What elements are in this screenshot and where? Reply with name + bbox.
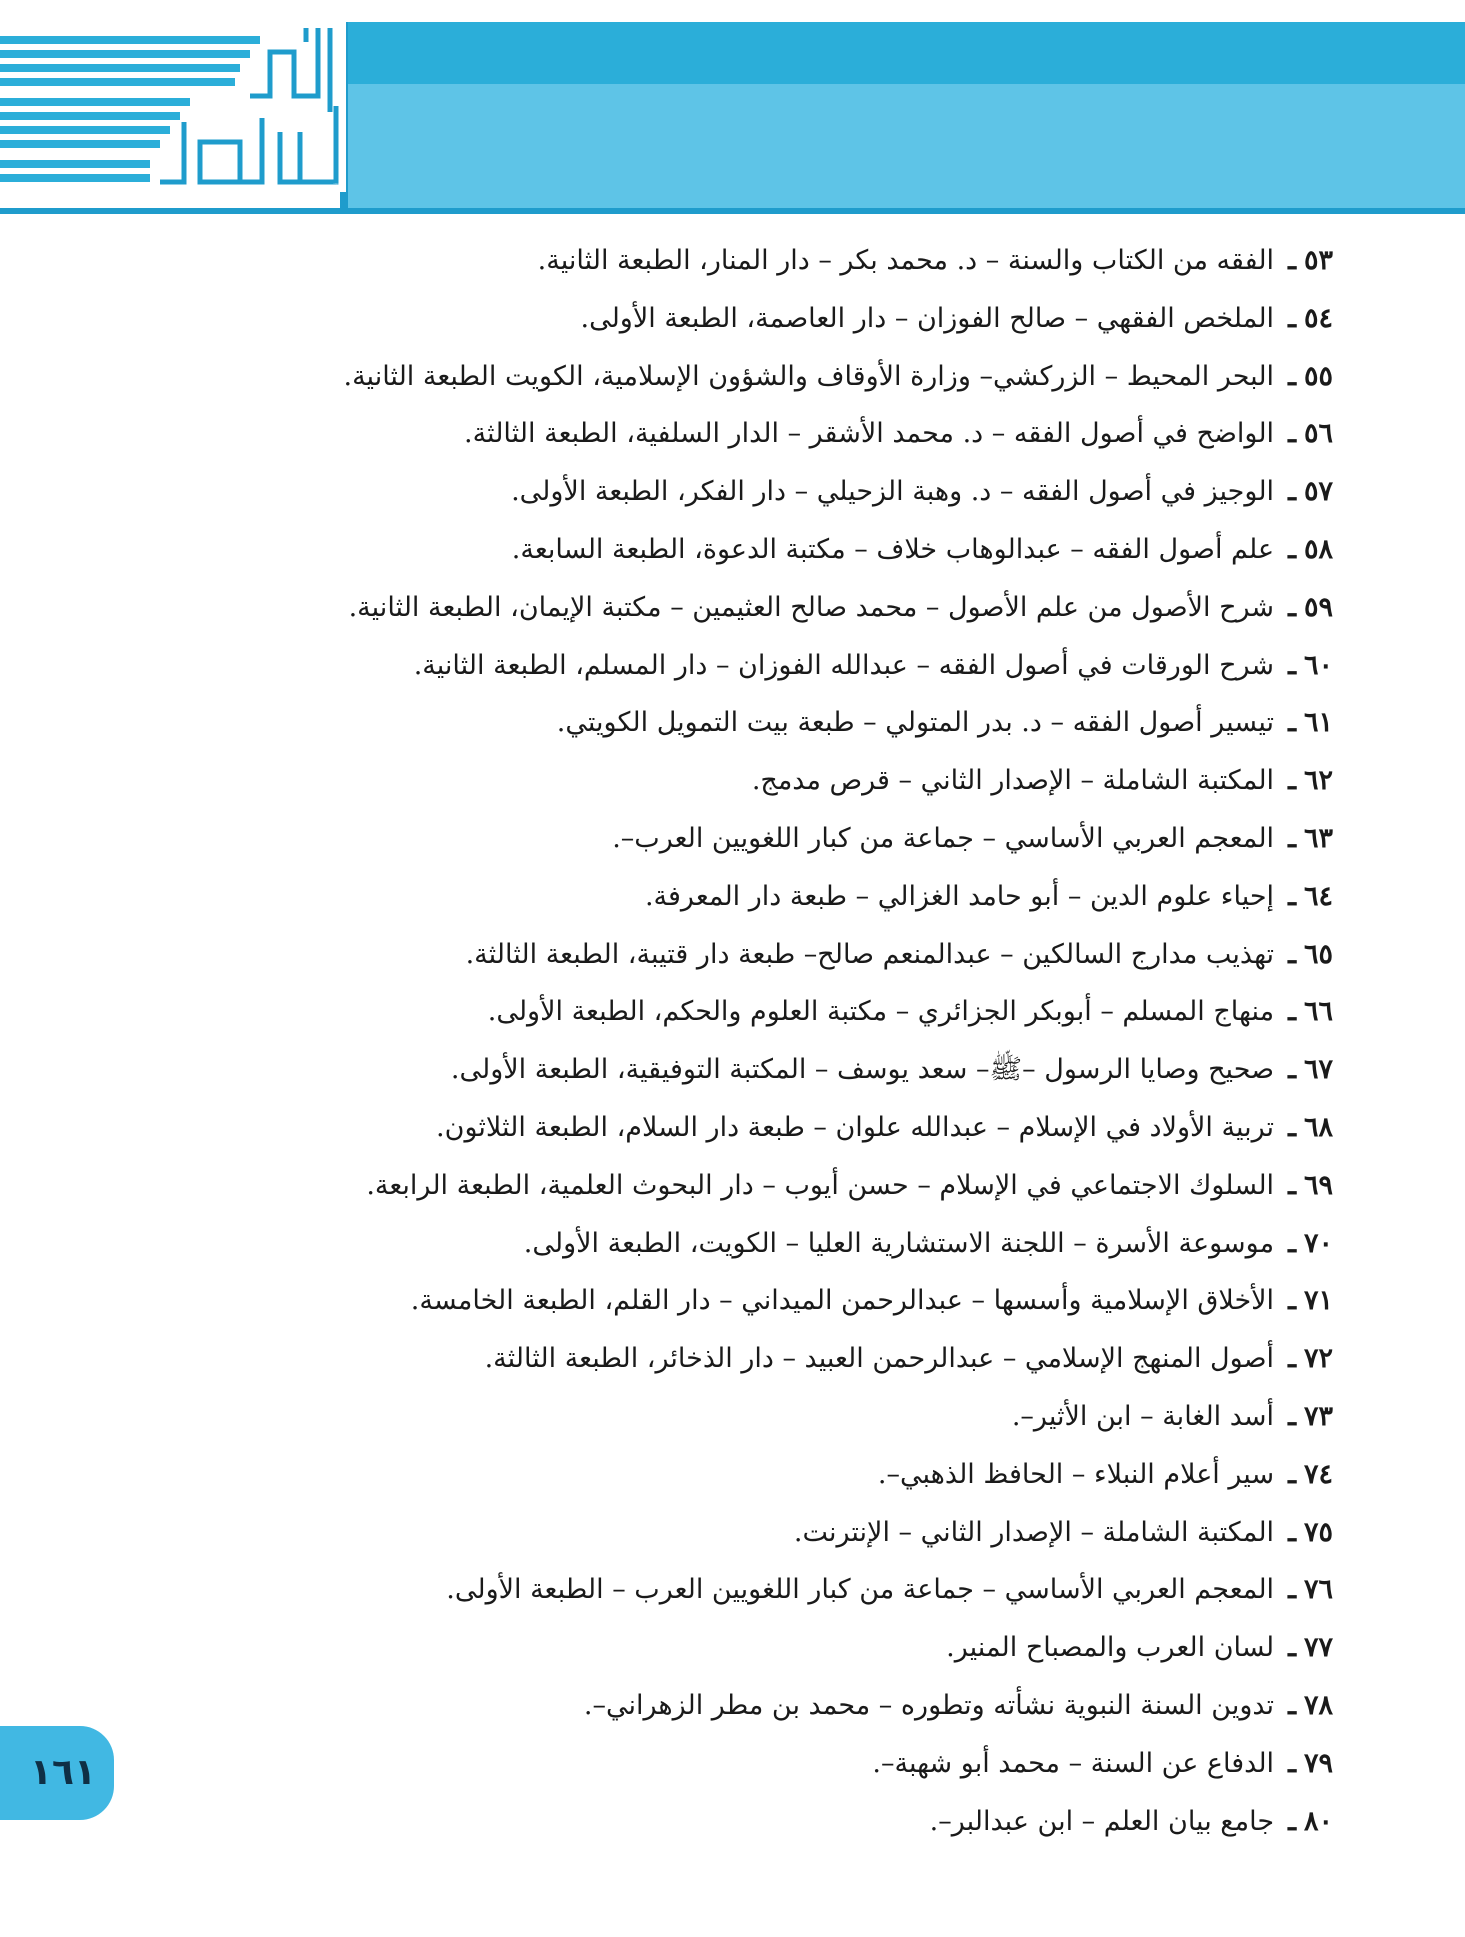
- reference-item: [193, 579, 1333, 637]
- banner-dark-band: [346, 22, 1465, 84]
- banner-bottom-rule: [0, 208, 1465, 214]
- reference-number: ٧٢: [1303, 1343, 1333, 1375]
- reference-item: [193, 1215, 1333, 1273]
- references-list: [193, 232, 1333, 1850]
- reference-dash: ـ: [1288, 418, 1296, 450]
- kufic-logo: [0, 22, 346, 192]
- reference-number: ٧٦: [1303, 1574, 1333, 1606]
- reference-number: ٦٢: [1303, 765, 1333, 797]
- reference-item: [193, 752, 1333, 810]
- page-number-tab: [0, 1726, 114, 1820]
- reference-text: سير أعلام النبلاء – الحافظ الذهبي–.: [877, 1458, 1275, 1490]
- reference-text: موسوعة الأسرة – اللجنة الاستشارية العليا – الكويت، الطبعة الأولى.: [523, 1227, 1275, 1259]
- reference-item: [193, 868, 1333, 926]
- reference-text: شرح الأصول من علم الأصول – محمد صالح العثيمين – مكتبة الإيمان، الطبعة الثانية.: [348, 591, 1275, 623]
- reference-dash: ـ: [1288, 1632, 1296, 1664]
- reference-text: المعجم العربي الأساسي – جماعة من كبار اللغويين العرب – الطبعة الأولى.: [446, 1574, 1275, 1606]
- reference-text: المكتبة الشاملة – الإصدار الثاني – الإنترنت.: [793, 1516, 1275, 1548]
- reference-text: جامع بيان العلم – ابن عبدالبر–.: [929, 1805, 1275, 1837]
- reference-dash: ـ: [1288, 765, 1296, 797]
- reference-dash: ـ: [1288, 1805, 1296, 1837]
- reference-number: ٦٦: [1303, 996, 1333, 1028]
- reference-number: ٦٤: [1303, 880, 1333, 912]
- reference-item: [193, 463, 1333, 521]
- reference-item: [193, 290, 1333, 348]
- reference-item: [193, 1157, 1333, 1215]
- reference-dash: ـ: [1288, 996, 1296, 1028]
- reference-dash: ـ: [1288, 649, 1296, 681]
- reference-item: [193, 405, 1333, 463]
- reference-item: [193, 1446, 1333, 1504]
- reference-text: تدوين السنة النبوية نشأته وتطوره – محمد بن مطر الزهراني–.: [583, 1689, 1275, 1721]
- reference-dash: ـ: [1288, 1574, 1296, 1606]
- reference-text: الفقه من الكتاب والسنة – د. محمد بكر – دار المنار، الطبعة الثانية.: [537, 245, 1275, 276]
- reference-item: [193, 1504, 1333, 1562]
- reference-number: ٥٨: [1303, 533, 1333, 565]
- reference-dash: ـ: [1288, 245, 1296, 276]
- reference-item: [193, 232, 1333, 290]
- reference-text: الأخلاق الإسلامية وأسسها – عبدالرحمن الميداني – دار القلم، الطبعة الخامسة.: [410, 1285, 1275, 1317]
- reference-dash: ـ: [1288, 1343, 1296, 1375]
- reference-text: الدفاع عن السنة – محمد أبو شهبة–.: [872, 1747, 1275, 1779]
- reference-dash: ـ: [1288, 1689, 1296, 1721]
- page-number: ١٦١: [30, 1752, 96, 1793]
- reference-item: [193, 810, 1333, 868]
- reference-text: الملخص الفقهي – صالح الفوزان – دار العاصمة، الطبعة الأولى.: [580, 302, 1275, 334]
- reference-number: ٦١: [1303, 707, 1333, 739]
- reference-text: علم أصول الفقه – عبدالوهاب خلاف – مكتبة الدعوة، الطبعة السابعة.: [511, 533, 1275, 565]
- reference-item: [193, 348, 1333, 406]
- reference-number: ٧٧: [1303, 1632, 1333, 1664]
- reference-number: ٧٠: [1303, 1227, 1333, 1259]
- reference-text: شرح الورقات في أصول الفقه – عبدالله الفوزان – دار المسلم، الطبعة الثانية.: [413, 649, 1275, 681]
- reference-text: صحيح وصايا الرسول –ﷺ– سعد يوسف – المكتبة التوفيقية، الطبعة الأولى.: [450, 1054, 1275, 1086]
- reference-item: [193, 637, 1333, 695]
- reference-dash: ـ: [1288, 1285, 1296, 1317]
- reference-text: أصول المنهج الإسلامي – عبدالرحمن العبيد – دار الذخائر، الطبعة الثالثة.: [484, 1343, 1275, 1375]
- reference-number: ٧٩: [1303, 1747, 1333, 1779]
- reference-number: ٧٨: [1303, 1689, 1333, 1721]
- reference-item: [193, 1041, 1333, 1099]
- reference-dash: ـ: [1288, 938, 1296, 970]
- reference-item: [193, 521, 1333, 579]
- reference-item: [193, 1099, 1333, 1157]
- logo-text: التربية الإسلامية: [333, 184, 340, 185]
- reference-number: ٦٨: [1303, 1111, 1333, 1143]
- reference-number: ٥٤: [1303, 302, 1333, 334]
- reference-number: ٦٧: [1303, 1054, 1333, 1086]
- reference-dash: ـ: [1288, 880, 1296, 912]
- reference-text: الواضح في أصول الفقه – د. محمد الأشقر – الدار السلفية، الطبعة الثالثة.: [464, 418, 1275, 450]
- reference-number: ٥٦: [1303, 418, 1333, 450]
- reference-item: [193, 1677, 1333, 1735]
- reference-item: [193, 1619, 1333, 1677]
- reference-number: ٥٥: [1303, 360, 1333, 392]
- reference-text: المكتبة الشاملة – الإصدار الثاني – قرص مدمج.: [751, 765, 1275, 797]
- reference-text: الوجيز في أصول الفقه – د. وهبة الزحيلي – دار الفكر، الطبعة الأولى.: [511, 476, 1275, 508]
- reference-text: المعجم العربي الأساسي – جماعة من كبار اللغويين العرب–.: [612, 822, 1275, 854]
- reference-text: البحر المحيط – الزركشي– وزارة الأوقاف والشؤون الإسلامية، الكويت الطبعة الثانية.: [343, 360, 1275, 392]
- reference-number: ٧٤: [1303, 1458, 1333, 1490]
- reference-dash: ـ: [1288, 707, 1296, 739]
- reference-dash: ـ: [1288, 1054, 1296, 1086]
- reference-text: تيسير أصول الفقه – د. بدر المتولي – طبعة بيت التمويل الكويتي.: [556, 707, 1275, 739]
- reference-dash: ـ: [1288, 1516, 1296, 1548]
- reference-dash: ـ: [1288, 360, 1296, 392]
- reference-number: ٧٣: [1303, 1400, 1333, 1432]
- reference-dash: ـ: [1288, 302, 1296, 334]
- reference-number: ٨٠: [1303, 1805, 1333, 1837]
- reference-item: [193, 1388, 1333, 1446]
- reference-text: تربية الأولاد في الإسلام – عبدالله علوان – طبعة دار السلام، الطبعة الثلاثون.: [436, 1111, 1275, 1143]
- reference-dash: ـ: [1288, 1458, 1296, 1490]
- reference-dash: ـ: [1288, 1747, 1296, 1779]
- reference-dash: ـ: [1288, 1400, 1296, 1432]
- reference-text: منهاج المسلم – أبوبكر الجزائري – مكتبة العلوم والحكم، الطبعة الأولى.: [487, 996, 1275, 1028]
- reference-text: لسان العرب والمصباح المنير.: [946, 1632, 1275, 1664]
- reference-dash: ـ: [1288, 822, 1296, 854]
- reference-number: ٥٧: [1303, 476, 1333, 508]
- reference-number: ٥٩: [1303, 591, 1333, 623]
- reference-dash: ـ: [1288, 1227, 1296, 1259]
- reference-text: إحياء علوم الدين – أبو حامد الغزالي – طبعة دار المعرفة.: [644, 880, 1275, 912]
- reference-item: [193, 1561, 1333, 1619]
- reference-number: ٦٠: [1303, 649, 1333, 681]
- reference-item: [193, 926, 1333, 984]
- reference-item: [193, 1272, 1333, 1330]
- reference-number: ٦٥: [1303, 938, 1333, 970]
- reference-text: أسد الغابة – ابن الأثير–.: [1011, 1400, 1275, 1432]
- reference-text: تهذيب مدارج السالكين – عبدالمنعم صالح– طبعة دار قتيبة، الطبعة الثالثة.: [465, 938, 1275, 970]
- reference-item: [193, 1793, 1333, 1851]
- reference-dash: ـ: [1288, 1169, 1296, 1201]
- reference-dash: ـ: [1288, 476, 1296, 508]
- reference-dash: ـ: [1288, 591, 1296, 623]
- reference-number: ٧٥: [1303, 1516, 1333, 1548]
- reference-item: [193, 1735, 1333, 1793]
- reference-number: ٦٣: [1303, 822, 1333, 854]
- reference-number: ٧١: [1303, 1285, 1333, 1317]
- reference-text: السلوك الاجتماعي في الإسلام – حسن أيوب – دار البحوث العلمية، الطبعة الرابعة.: [366, 1169, 1275, 1201]
- reference-number: ٥٣: [1303, 245, 1333, 276]
- reference-dash: ـ: [1288, 533, 1296, 565]
- reference-dash: ـ: [1288, 1111, 1296, 1143]
- reference-number: ٦٩: [1303, 1169, 1333, 1201]
- reference-item: [193, 983, 1333, 1041]
- reference-item: [193, 694, 1333, 752]
- reference-item: [193, 1330, 1333, 1388]
